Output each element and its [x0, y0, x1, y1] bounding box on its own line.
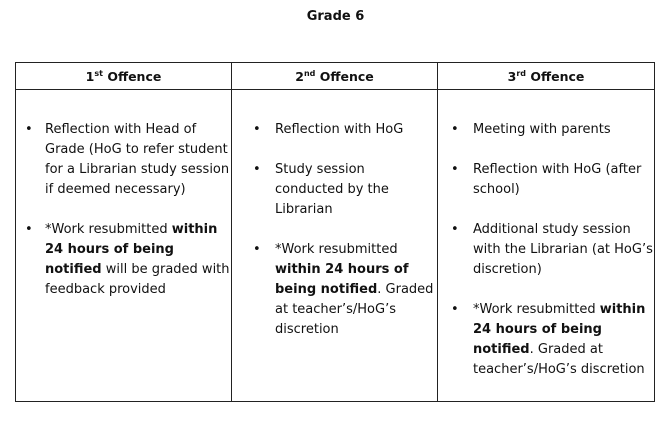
item-text: will be graded with feedback provided: [45, 262, 230, 297]
second-offence-list: [232, 120, 437, 340]
header-sup: rd: [516, 68, 526, 78]
header-word: Offence: [107, 68, 162, 84]
item-bold-text: within 24 hours of being notified: [45, 222, 218, 277]
third-offence-cell: [438, 90, 655, 402]
list-item: [473, 220, 654, 280]
item-text: *Work resubmitted: [275, 242, 398, 257]
list-item: [275, 240, 437, 340]
header-num: 2: [295, 68, 304, 84]
table-body-row: [16, 90, 655, 402]
offence-table: [15, 62, 655, 402]
list-item: [275, 160, 437, 220]
list-item: [45, 120, 231, 200]
header-third-offence: [438, 63, 655, 90]
header-num: 1: [85, 68, 95, 84]
second-offence-cell: [232, 90, 438, 402]
third-offence-list: [438, 120, 654, 380]
item-text: . Graded at teacher’s/HoG’s discretion: [275, 282, 434, 337]
item-text: Reflection with HoG (after school): [473, 162, 642, 197]
list-item: [45, 220, 231, 300]
header-word: Offence: [319, 68, 374, 84]
page-title: Grade 6: [306, 9, 365, 24]
list-item: [473, 160, 654, 200]
first-offence-cell: [16, 90, 232, 402]
header-sup: st: [94, 68, 103, 78]
item-text: Study session conducted by the Librarian: [275, 162, 389, 217]
item-text: *Work resubmitted: [473, 302, 600, 317]
list-item: [275, 120, 437, 140]
header-sup: nd: [303, 68, 316, 78]
list-item: [473, 300, 654, 380]
list-item: [473, 120, 654, 140]
item-text: Reflection with Head of Grade (HoG to refer student for a Librarian study session if deemed necessary): [45, 122, 230, 197]
item-text: Meeting with parents: [473, 122, 611, 137]
item-text: Additional study session with the Librarian (at HoG’s discretion): [473, 222, 653, 277]
item-text: *Work resubmitted: [45, 222, 172, 237]
header-num: 3: [507, 68, 517, 84]
item-bold-text: within 24 hours of being notified: [473, 302, 646, 357]
table-header-row: [16, 63, 655, 90]
item-bold-text: within 24 hours of being notified: [275, 262, 409, 297]
header-second-offence: [232, 63, 438, 90]
first-offence-list: [16, 120, 231, 300]
item-text: Reflection with HoG: [275, 122, 404, 137]
header-word: Offence: [530, 68, 585, 84]
item-text: . Graded at teacher’s/HoG’s discretion: [473, 342, 645, 377]
header-first-offence: [16, 63, 232, 90]
